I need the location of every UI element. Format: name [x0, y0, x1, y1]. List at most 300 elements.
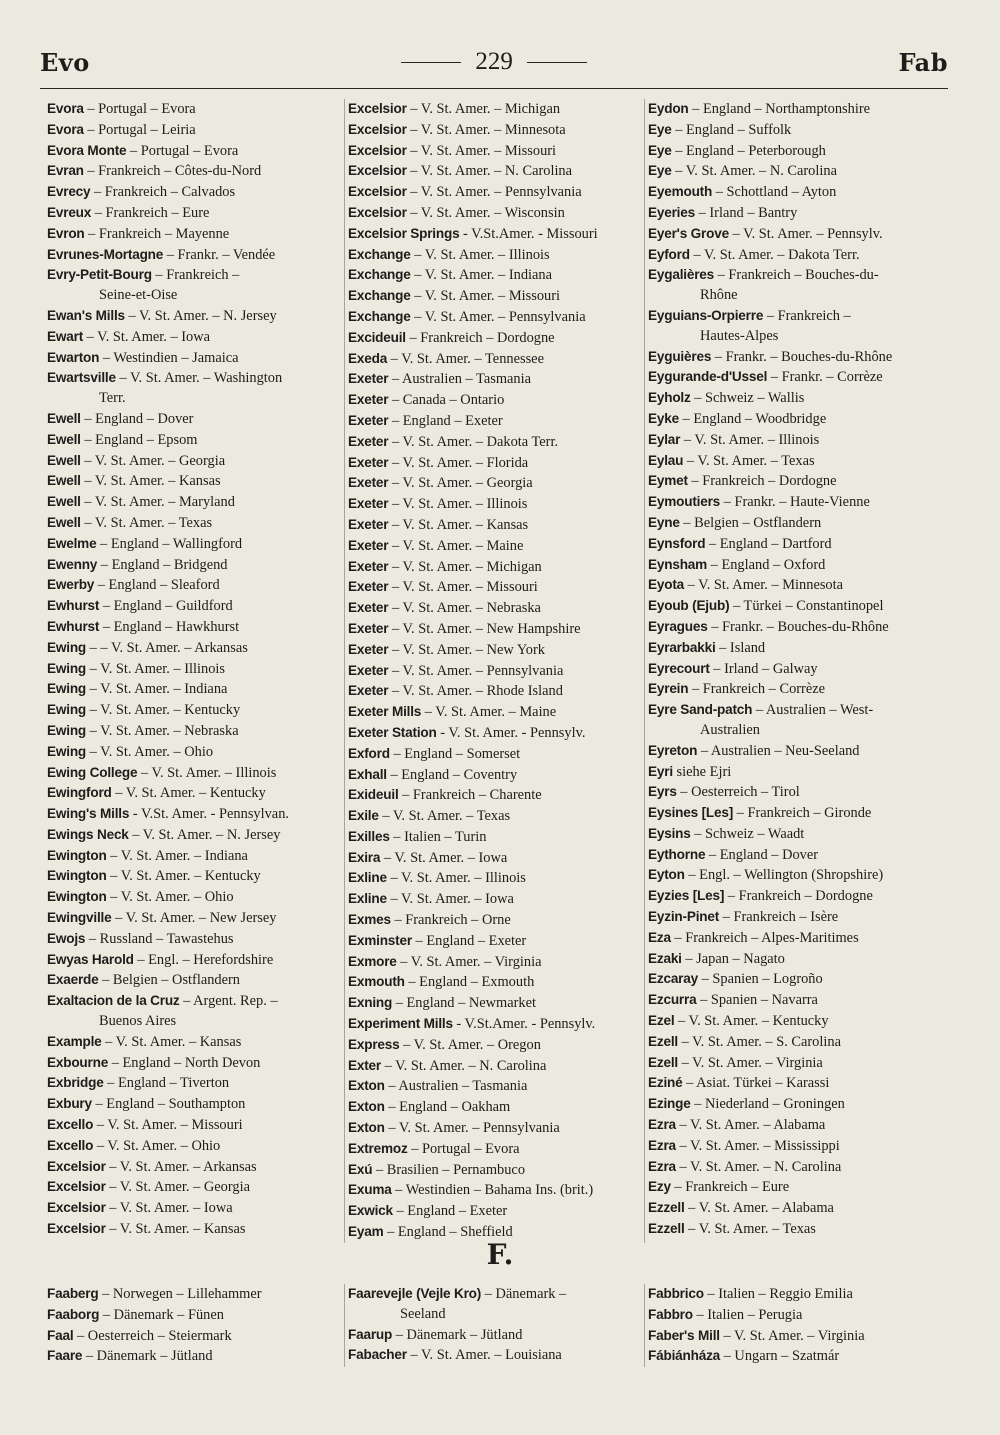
- entry-location: – V. St. Amer. – Texas: [378, 808, 511, 825]
- gazetteer-entry: [47, 224, 344, 245]
- entry-continuation: [648, 327, 944, 347]
- gazetteer-entry: [47, 451, 344, 472]
- entry-location: Australien: [700, 721, 760, 738]
- entry-location: – Dänemark – Jütland: [82, 1348, 213, 1365]
- entry-headword: Eyholz: [648, 390, 691, 406]
- gazetteer-entry: [648, 182, 944, 203]
- entry-headword: Exton: [348, 1078, 385, 1094]
- entry-headword: Excelsior: [348, 121, 407, 137]
- gazetteer-entry: [348, 806, 644, 827]
- gazetteer-entry: [47, 908, 344, 929]
- entry-headword: Extremoz: [348, 1140, 408, 1156]
- entry-location: – V. St. Amer. – Georgia: [80, 452, 226, 469]
- entry-location: – V. St. Amer. – New York: [388, 641, 545, 658]
- gazetteer-entry: [47, 575, 344, 596]
- entry-location: – V. St. Amer. – Florida: [388, 454, 529, 471]
- gazetteer-entry: [47, 492, 344, 513]
- entry-headword: Exeter: [348, 537, 389, 553]
- entry-headword: Eyrecourt: [648, 660, 710, 676]
- entry-location: – Engl. – Herefordshire: [133, 951, 274, 968]
- entry-headword: Ezel: [648, 1013, 675, 1029]
- entry-location: – V. St. Amer. – Rhode Island: [388, 683, 563, 700]
- entry-headword: Ewing: [47, 702, 87, 718]
- entry-location: – V. St. Amer. – Illinois: [680, 431, 820, 448]
- entry-location: – V. St. Amer. – Missouri: [93, 1117, 243, 1134]
- entry-headword: Exuma: [348, 1182, 392, 1198]
- entry-location: – Belgien – Ostflandern: [98, 972, 240, 989]
- entry-headword: Exú: [348, 1161, 373, 1177]
- entry-location: – V. St. Amer. – Oregon: [399, 1036, 541, 1053]
- entry-location: – V. St. Amer. – Alabama: [675, 1117, 826, 1134]
- entry-location: – Türkei – Constantinopel: [729, 598, 884, 615]
- gazetteer-entry: [348, 702, 644, 723]
- entry-headword: Excideuil: [348, 329, 406, 345]
- entry-headword: Exeter: [348, 641, 389, 657]
- entry-location: – Frankreich – Dordogne: [687, 473, 837, 490]
- entry-headword: Exmouth: [348, 974, 405, 990]
- entry-location: – – V. St. Amer. – Arkansas: [86, 639, 248, 656]
- gazetteer-entry: [648, 492, 944, 513]
- entry-location: – Frankreich – Calvados: [90, 184, 236, 201]
- gazetteer-entry: [47, 141, 344, 162]
- entry-headword: Excelsior: [47, 1200, 106, 1216]
- gazetteer-entry: [348, 868, 644, 889]
- entry-headword: Eyguians-Orpierre: [648, 307, 764, 323]
- entry-location: – V. St. Amer. – Missouri: [406, 142, 557, 159]
- gazetteer-entry: [348, 1325, 644, 1346]
- entry-location: – Frankreich – Corrèze: [688, 681, 826, 698]
- entry-headword: Evreux: [47, 204, 92, 220]
- gazetteer-entry: [648, 1284, 944, 1305]
- gazetteer-entry: [348, 1076, 644, 1097]
- entry-location: Rhône: [700, 287, 738, 304]
- entry-location: – V. St. Amer. – Kentucky: [86, 702, 241, 719]
- gazetteer-entry: [47, 1094, 344, 1115]
- entry-location: – V. St. Amer. – Missouri: [410, 288, 561, 305]
- entry-location: – V. St. Amer. – N. Carolina: [381, 1057, 547, 1074]
- entry-headword: Ezra: [648, 1158, 676, 1174]
- gazetteer-entry: [47, 368, 344, 389]
- entry-location: – Frankr. – Corrèze: [767, 369, 883, 386]
- gazetteer-entry: [348, 224, 644, 245]
- gazetteer-entry: [348, 827, 644, 848]
- entry-headword: Ewing: [47, 722, 87, 738]
- entry-location: – V. St. Amer. – N. Carolina: [406, 163, 573, 180]
- entry-location: – England – Dartford: [705, 535, 832, 552]
- entry-location: – England – Bridgend: [97, 556, 228, 573]
- entry-location: – V. St. Amer. – Texas: [683, 452, 815, 469]
- entry-location: – V. St. Amer. – Texas: [684, 1221, 816, 1238]
- entry-location: – England – Wallingford: [96, 535, 243, 552]
- entry-location: – Island: [715, 639, 766, 656]
- gazetteer-entry: [348, 473, 644, 494]
- gazetteer-entry: [47, 161, 344, 182]
- gazetteer-entry: [348, 723, 644, 744]
- entry-location: – V. St. Amer. – Minnesota: [406, 121, 566, 138]
- gazetteer-entry: [47, 1219, 344, 1240]
- entry-location: – Frankreich – Côtes-du-Nord: [83, 163, 262, 180]
- entry-location: – V. St. Amer. – New Hampshire: [388, 620, 581, 637]
- entry-headword: Exaltacion de la Cruz: [47, 993, 180, 1009]
- gazetteer-entry: [648, 659, 944, 680]
- entry-continuation: [648, 286, 944, 306]
- gazetteer-entry: [648, 928, 944, 949]
- gazetteer-entry: [47, 617, 344, 638]
- gazetteer-entry: [47, 950, 344, 971]
- entry-headword: Eyragues: [648, 618, 708, 634]
- entry-headword: Ewingville: [47, 910, 112, 926]
- entry-location: – V. St. Amer. – N. Jersey: [128, 826, 281, 843]
- entry-location: – Irland – Bantry: [694, 204, 798, 221]
- gazetteer-entry: [648, 990, 944, 1011]
- entry-headword: Exchange: [348, 288, 411, 304]
- entry-headword: Exeter: [348, 496, 389, 512]
- entry-location: – England – Suffolk: [671, 121, 792, 138]
- entry-location: – V. St. Amer. – Michigan: [406, 101, 561, 117]
- entry-location: – V. St. Amer. – Dakota Terr.: [689, 246, 860, 263]
- entry-location: – V. St. Amer. – Illinois: [388, 496, 528, 513]
- entry-headword: Eyzin-Pinet: [648, 909, 720, 925]
- entry-location: – V. St. Amer. – Georgia: [388, 475, 533, 492]
- entry-location: – Dänemark – Fünen: [99, 1306, 224, 1323]
- entry-headword: Exning: [348, 995, 393, 1011]
- entry-location: – England – Newmarket: [392, 995, 536, 1012]
- gazetteer-entry: [348, 640, 644, 661]
- entry-headword: Eyeries: [648, 204, 695, 220]
- entry-headword: Eylau: [648, 452, 684, 468]
- entry-headword: Exhall: [348, 766, 387, 782]
- gazetteer-entry: [47, 1284, 344, 1305]
- entry-location: – V. St. Amer. – Alabama: [684, 1200, 834, 1217]
- entry-location: – Frankr. – Haute-Vienne: [720, 494, 870, 511]
- entry-location: – Portugal – Evora: [407, 1140, 520, 1157]
- gazetteer-entry: [47, 1136, 344, 1157]
- gazetteer-entry: [648, 741, 944, 762]
- gazetteer-entry: [47, 471, 344, 492]
- entry-location: – Japan – Nagato: [681, 950, 785, 967]
- gazetteer-entry: [648, 617, 944, 638]
- page-number: 229: [475, 48, 513, 75]
- gazetteer-entry: [348, 1014, 644, 1035]
- entry-headword: Eye: [648, 142, 672, 158]
- entry-location: – Dänemark –: [481, 1286, 567, 1302]
- gazetteer-entry: [648, 1136, 944, 1157]
- entry-headword: Ewhurst: [47, 618, 100, 634]
- entry-headword: Eyre Sand-patch: [648, 702, 753, 718]
- entry-location: – V. St. Amer. – Pennsylvania: [384, 1120, 560, 1137]
- gazetteer-entry: [648, 845, 944, 866]
- entry-headword: Ewing: [47, 660, 87, 676]
- section-letter: F.: [486, 1238, 514, 1271]
- entry-location: – Australien – Neu-Seeland: [697, 742, 860, 759]
- entry-headword: Ewarton: [47, 349, 100, 365]
- entry-location: – Frankreich – Alpes-Maritimes: [670, 929, 859, 946]
- entry-headword: Ewing: [47, 681, 87, 697]
- gazetteer-entry: [648, 1326, 944, 1347]
- entry-location: – Frankreich – Dordogne: [724, 888, 873, 905]
- entry-continuation: [47, 286, 344, 306]
- entry-location: – V. St. Amer. – Kentucky: [111, 785, 266, 802]
- entry-location: – V. St. Amer. – Iowa: [380, 849, 508, 866]
- entry-location: – England – Tiverton: [103, 1075, 230, 1092]
- entry-headword: Eye: [648, 121, 672, 137]
- entry-headword: Eyrs: [648, 784, 677, 800]
- entry-headword: Ewings Neck: [47, 826, 129, 842]
- entry-headword: Exmes: [348, 912, 391, 928]
- entry-headword: Eyoub (Ejub): [648, 598, 730, 614]
- gazetteer-entry: [648, 596, 944, 617]
- entry-location: – Ungarn – Szatmár: [720, 1348, 840, 1365]
- entry-location: – V. St. Amer. – Mississippi: [675, 1137, 840, 1154]
- gazetteer-entry: [648, 555, 944, 576]
- gazetteer-entry: [648, 141, 944, 162]
- column-3: [644, 99, 944, 1243]
- entry-headword: Evrunes-Mortagne: [47, 246, 164, 262]
- entry-location: – Russland – Tawastehus: [85, 930, 234, 947]
- entry-headword: Fabbrico: [648, 1286, 704, 1301]
- gazetteer-entry: [648, 782, 944, 803]
- gazetteer-entry: [348, 785, 644, 806]
- entry-headword: Exminster: [348, 932, 412, 948]
- gazetteer-entry: [648, 224, 944, 245]
- gazetteer-entry: [648, 1177, 944, 1198]
- gazetteer-entry: [648, 471, 944, 492]
- entry-location: – Frankreich – Bouches-du-: [714, 267, 879, 284]
- gazetteer-entry: [47, 1177, 344, 1198]
- entry-location: – V. St. Amer. – Tennessee: [387, 350, 544, 367]
- gazetteer-entry: [47, 265, 344, 286]
- gazetteer-entry: [47, 1198, 344, 1219]
- header-rule: [40, 88, 948, 89]
- gazetteer-entry: [348, 161, 644, 182]
- guide-word-left: Evo: [40, 47, 90, 77]
- entry-location: – V. St. Amer. – New Jersey: [111, 910, 277, 927]
- gazetteer-entry: [47, 1326, 344, 1347]
- entry-continuation: [47, 389, 344, 409]
- gazetteer-entry: [648, 1053, 944, 1074]
- entry-headword: Exline: [348, 870, 387, 886]
- entry-headword: Eza: [648, 929, 671, 945]
- gazetteer-entry: [648, 1073, 944, 1094]
- entry-headword: Exton: [348, 1120, 385, 1136]
- entry-headword: Ewell: [47, 431, 81, 447]
- entry-headword: Exideuil: [348, 787, 399, 803]
- gazetteer-entry: [47, 1346, 344, 1367]
- entry-location: – Schweiz – Wallis: [690, 390, 805, 407]
- entry-location: – Frankreich – Charente: [398, 787, 542, 804]
- entry-location: – V. St. Amer. – Ohio: [93, 1137, 221, 1154]
- entry-location: – V. St. Amer. – Ohio: [86, 743, 214, 760]
- gazetteer-entry: [348, 972, 644, 993]
- entry-location: – Belgien – Ostflandern: [679, 514, 822, 531]
- entry-location: – Schottland – Ayton: [712, 184, 837, 201]
- entry-headword: Ezinge: [648, 1096, 691, 1112]
- entry-headword: Eyota: [648, 577, 685, 593]
- entry-headword: Faaborg: [47, 1306, 100, 1322]
- entry-headword: Evora Monte: [47, 142, 127, 158]
- gazetteer-entry: [47, 659, 344, 680]
- gazetteer-entry: [47, 555, 344, 576]
- gazetteer-entry: [648, 907, 944, 928]
- gazetteer-entry: [648, 347, 944, 368]
- gazetteer-entry: [348, 286, 644, 307]
- entry-headword: Ezzell: [648, 1200, 685, 1216]
- gazetteer-entry: [47, 1115, 344, 1136]
- entry-location: – England – Woodbridge: [678, 410, 827, 427]
- gazetteer-entry: [47, 825, 344, 846]
- gazetteer-entry: [47, 430, 344, 451]
- entry-headword: Eyri: [648, 763, 673, 779]
- gazetteer-entry: [348, 182, 644, 203]
- gazetteer-entry: [348, 661, 644, 682]
- entries-e-section: [44, 99, 944, 1243]
- entry-location: – England – Exeter: [392, 1203, 508, 1220]
- gazetteer-entry: [348, 453, 644, 474]
- entry-headword: Ezaki: [648, 950, 682, 966]
- entry-location: – V. St. Amer. – Minnesota: [684, 577, 844, 594]
- entry-location: – Frankreich –: [151, 267, 240, 284]
- entry-location: Seeland: [400, 1305, 446, 1322]
- gazetteer-entry: [648, 969, 944, 990]
- gazetteer-entry: [648, 203, 944, 224]
- entry-headword: Eyreton: [648, 742, 698, 758]
- gazetteer-entry: [348, 1160, 644, 1181]
- entry-location: – V. St. Amer. – Louisiana: [406, 1347, 562, 1364]
- entry-headword: Ewartsville: [47, 370, 116, 386]
- entry-headword: Faaberg: [47, 1286, 99, 1301]
- entry-location: – England – Hawkhurst: [99, 618, 240, 635]
- gazetteer-entry: [47, 99, 344, 120]
- entry-headword: Exeter: [348, 662, 389, 678]
- entry-headword: Exeter: [348, 600, 389, 616]
- entry-headword: Ewing's Mills: [47, 806, 130, 822]
- gazetteer-entry: [348, 1139, 644, 1160]
- entry-headword: Faal: [47, 1327, 74, 1343]
- page-number-block: [401, 48, 587, 76]
- entry-headword: Exbury: [47, 1096, 92, 1112]
- entry-location: – V. St. Amer. – Maine: [421, 704, 557, 721]
- entry-headword: Eyne: [648, 514, 680, 530]
- entry-location: siehe Ejri: [672, 763, 732, 780]
- entry-location: – Italien – Reggio Emilia: [703, 1286, 853, 1302]
- entry-headword: Ewell: [47, 410, 81, 426]
- entry-location: – Westindien – Jamaica: [99, 349, 239, 366]
- entry-location: – V. St. Amer. – Indiana: [410, 267, 552, 284]
- entry-headword: Ewing College: [47, 764, 138, 780]
- gazetteer-entry: [648, 120, 944, 141]
- entry-location: – V. St. Amer. – Missouri: [388, 579, 538, 596]
- gazetteer-entry: [648, 1346, 944, 1367]
- entry-headword: Fabacher: [348, 1347, 407, 1363]
- entry-headword: Example: [47, 1033, 102, 1049]
- entry-location: – V. St. Amer. – Illinois: [137, 764, 277, 781]
- entry-location: – England – Exmouth: [404, 974, 535, 991]
- gazetteer-entry: [47, 991, 344, 1012]
- gazetteer-entry: [648, 99, 944, 120]
- gazetteer-entry: [47, 742, 344, 763]
- entry-headword: Ewojs: [47, 930, 86, 946]
- gazetteer-entry: [348, 1056, 644, 1077]
- gazetteer-entry: [648, 430, 944, 451]
- gazetteer-entry: [348, 265, 644, 286]
- f-column-2: [344, 1284, 644, 1367]
- gazetteer-entry: [348, 411, 644, 432]
- entry-headword: Faarevejle (Vejle Kro): [348, 1286, 482, 1301]
- entry-headword: Ewelme: [47, 535, 97, 551]
- entry-headword: Fabbro: [648, 1306, 693, 1322]
- gazetteer-entry: [648, 679, 944, 700]
- header-dash-right: [527, 62, 587, 63]
- gazetteer-entry: [648, 409, 944, 430]
- entry-location: – England – Oxford: [707, 556, 826, 573]
- running-head: [40, 44, 948, 80]
- entry-location: – V. St. Amer. – Pennsylvania: [406, 184, 582, 201]
- entry-headword: Exira: [348, 849, 381, 865]
- gazetteer-entry: [348, 120, 644, 141]
- entry-headword: Eynsham: [648, 556, 708, 572]
- entry-headword: Eydon: [648, 101, 689, 116]
- gazetteer-entry: [348, 848, 644, 869]
- entry-headword: Exeda: [348, 350, 388, 366]
- entry-headword: Ewan's Mills: [47, 307, 125, 323]
- gazetteer-entry: [648, 575, 944, 596]
- entry-headword: Excello: [47, 1137, 94, 1153]
- entry-headword: Ewington: [47, 868, 107, 884]
- entry-location: – Spanien – Navarra: [696, 992, 818, 1009]
- entry-headword: Exline: [348, 891, 387, 907]
- entry-location: – V. St. Amer. – Kansas: [105, 1221, 246, 1238]
- gazetteer-entry: [47, 846, 344, 867]
- entry-location: – Portugal – Evora: [83, 101, 196, 117]
- entry-location: – Australien – Tasmania: [384, 1078, 528, 1095]
- entry-location: – V. St. Amer. – N. Jersey: [124, 307, 277, 324]
- entry-location: – England – Northamptonshire: [688, 101, 870, 117]
- gazetteer-entry: [648, 388, 944, 409]
- f-column-1: [44, 1284, 344, 1367]
- gazetteer-entry: [47, 1157, 344, 1178]
- gazetteer-entry: [47, 783, 344, 804]
- entry-location: – Frankr. – Vendée: [163, 246, 276, 263]
- entry-location: – England – Exeter: [411, 932, 527, 949]
- gazetteer-entry: [348, 557, 644, 578]
- gazetteer-entry: [348, 1284, 644, 1305]
- gazetteer-entry: [47, 700, 344, 721]
- gazetteer-entry: [648, 245, 944, 266]
- gazetteer-entry: [47, 1305, 344, 1326]
- entry-location: – V. St. Amer. – Pennsylvania: [388, 662, 564, 679]
- gazetteer-entry: [47, 306, 344, 327]
- entry-location: – England – Oakham: [384, 1099, 511, 1116]
- entry-headword: Exeter: [348, 392, 389, 408]
- gazetteer-entry: [648, 700, 944, 721]
- entry-headword: Exbridge: [47, 1075, 104, 1091]
- gazetteer-entry: [47, 804, 344, 825]
- gazetteer-entry: [348, 432, 644, 453]
- entry-headword: Exeter: [348, 683, 389, 699]
- entry-headword: Ewenny: [47, 556, 98, 572]
- entry-headword: Exaerde: [47, 972, 99, 988]
- entry-headword: Eymet: [648, 473, 688, 489]
- entry-location: – Italien – Turin: [389, 828, 487, 845]
- entry-location: – Frankreich – Mayenne: [84, 225, 230, 242]
- gazetteer-entry: [47, 409, 344, 430]
- entry-headword: Excelsior: [348, 204, 407, 220]
- f-column-3: [644, 1284, 944, 1367]
- entry-location: – V. St. Amer. – Maryland: [80, 494, 235, 511]
- gazetteer-entry: [348, 1097, 644, 1118]
- entry-headword: Excelsior Springs: [348, 225, 460, 241]
- entry-location: – Frankr. – Bouches-du-Rhône: [707, 618, 889, 635]
